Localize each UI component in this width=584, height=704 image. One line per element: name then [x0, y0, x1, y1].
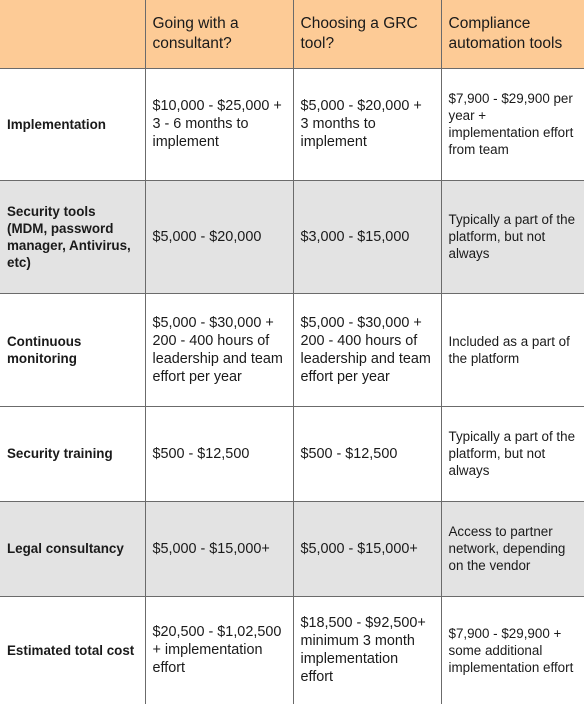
- automation-cell: Access to partner network, depending on the vendor: [441, 501, 584, 596]
- grc-cell: $500 - $12,500: [293, 406, 441, 501]
- row-label: Implementation: [0, 68, 145, 180]
- grc-cell: $5,000 - $15,000+: [293, 501, 441, 596]
- automation-cell: Included as a part of the platform: [441, 293, 584, 406]
- header-compliance-automation: Compliance automation tools: [441, 0, 584, 68]
- grc-cell: $18,500 - $92,500+ minimum 3 month implementation effort: [293, 596, 441, 704]
- grc-cell: $3,000 - $15,000: [293, 180, 441, 293]
- table-row-legal-consultancy: [0, 501, 584, 596]
- row-label: Continuous monitoring: [0, 293, 145, 406]
- row-label: Legal consultancy: [0, 501, 145, 596]
- table-row-continuous-monitoring: [0, 293, 584, 406]
- automation-cell: Typically a part of the platform, but not always: [441, 406, 584, 501]
- consultant-cell: $5,000 - $15,000+: [145, 501, 293, 596]
- consultant-cell: $5,000 - $20,000: [145, 180, 293, 293]
- grc-cell: $5,000 - $20,000 + 3 months to implement: [293, 68, 441, 180]
- table-row-security-training: [0, 406, 584, 501]
- grc-cell: $5,000 - $30,000 + 200 - 400 hours of leadership and team effort per year: [293, 293, 441, 406]
- row-label: Estimated total cost: [0, 596, 145, 704]
- row-label: Security tools (MDM, password manager, Antivirus, etc): [0, 180, 145, 293]
- header-grc-tool: Choosing a GRC tool?: [293, 0, 441, 68]
- automation-cell: Typically a part of the platform, but not always: [441, 180, 584, 293]
- consultant-cell: $5,000 - $30,000 + 200 - 400 hours of leadership and team effort per year: [145, 293, 293, 406]
- consultant-cell: $500 - $12,500: [145, 406, 293, 501]
- table-row-security-tools: [0, 180, 584, 293]
- automation-cell: $7,900 - $29,900 per year + implementation effort from team: [441, 68, 584, 180]
- table-row-estimated-total-cost: [0, 596, 584, 704]
- row-label: Security training: [0, 406, 145, 501]
- automation-cell: $7,900 - $29,900 + some additional implementation effort: [441, 596, 584, 704]
- consultant-cell: $10,000 - $25,000 + 3 - 6 months to implement: [145, 68, 293, 180]
- consultant-cell: $20,500 - $1,02,500 + implementation effort: [145, 596, 293, 704]
- header-empty-cell: [0, 0, 145, 68]
- header-consultant: Going with a consultant?: [145, 0, 293, 68]
- header-row: [0, 0, 584, 68]
- table-row-implementation: [0, 68, 584, 180]
